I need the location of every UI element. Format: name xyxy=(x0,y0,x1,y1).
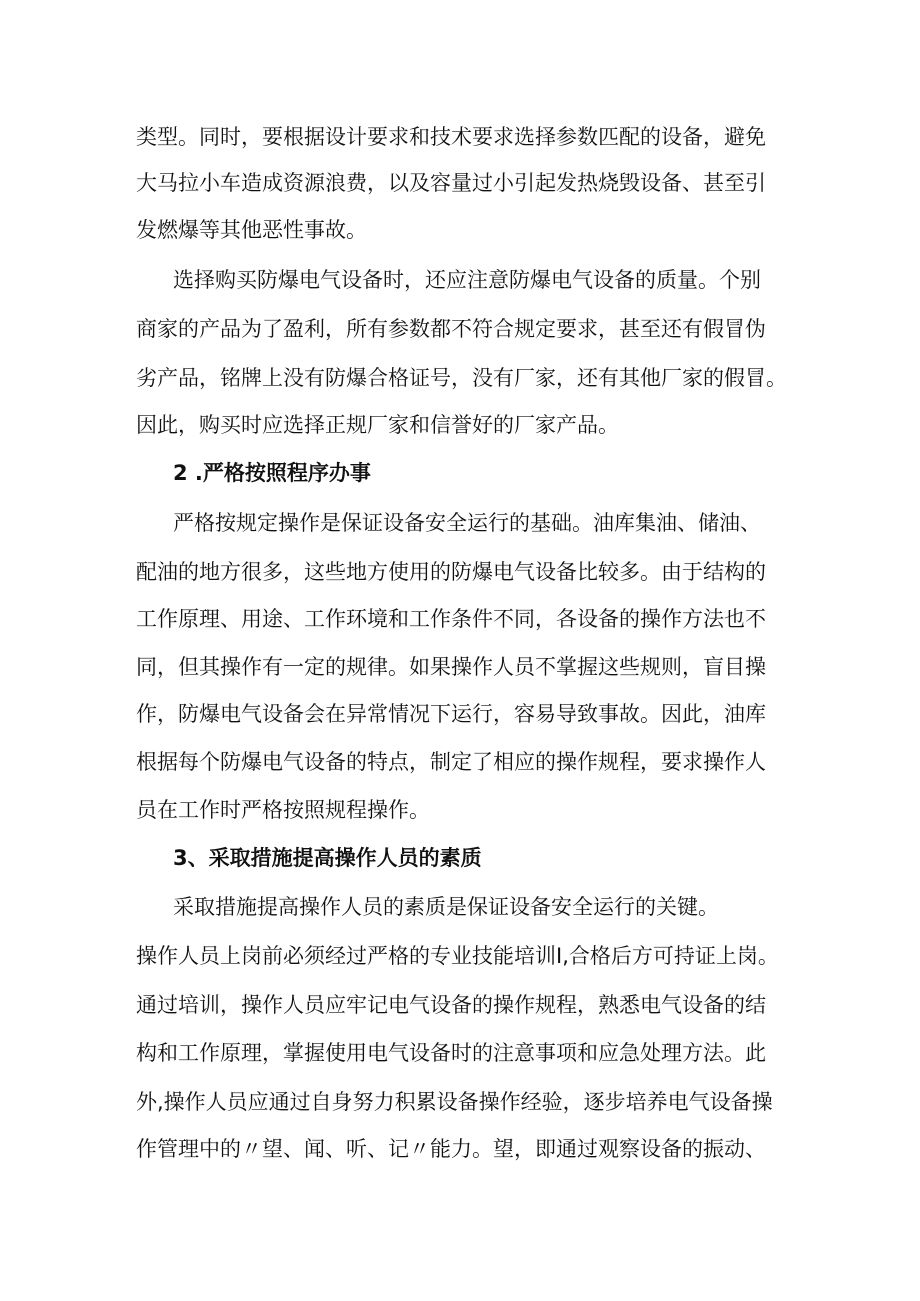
text-line: 选择购买防爆电气设备时，还应注意防爆电气设备的质量。个别 xyxy=(173,268,761,292)
text-line: 商家的产品为了盈利，所有参数都不符合规定要求，甚至还有假冒伪 xyxy=(136,317,766,341)
text-line: 配油的地方很多，这些地方使用的防爆电气设备比较多。由于结构的 xyxy=(136,560,766,584)
text-line: 操作人员上岗前必须经过严格的专业技能培训I,合格后方可持证上岗。 xyxy=(136,944,779,968)
text-line: 作，防爆电气设备会在异常情况下运行，容易导致事故。因此，油库 xyxy=(136,702,766,726)
text-line: 员在工作时严格按照规程操作。 xyxy=(136,798,430,822)
section-heading: 3、采取措施提高操作人员的素质 xyxy=(173,846,482,870)
text-line: 根据每个防爆电气设备的特点，制定了相应的操作规程，要求操作人 xyxy=(136,750,766,774)
text-line: 同，但其操作有一定的规律。如果操作人员不掌握这些规则，盲目操 xyxy=(136,655,766,679)
text-line: 外,操作人员应通过自身努力积累设备操作经验，逐步培养电气设备操 xyxy=(136,1090,773,1114)
text-line: 作管理中的〃望、闻、听、记〃能力。望，即通过观察设备的振动、 xyxy=(136,1137,766,1161)
text-line: 类型。同时，要根据设计要求和技术要求选择参数匹配的设备，避免 xyxy=(136,125,766,149)
text-line: 严格按规定操作是保证设备安全运行的基础。油库集油、储油、 xyxy=(173,511,761,535)
section-heading: 2 .严格按照程序办事 xyxy=(173,461,371,485)
text-line: 构和工作原理，掌握使用电气设备时的注意事项和应急处理方法。此 xyxy=(136,1041,766,1065)
text-line: 发燃爆等其他恶性事故。 xyxy=(136,218,367,242)
text-line: 通过培训，操作人员应牢记电气设备的操作规程，熟悉电气设备的结 xyxy=(136,993,766,1017)
text-line: 大马拉小车造成资源浪费，以及容量过小引起发热烧毁设备、甚至引 xyxy=(136,171,766,195)
text-line: 工作原理、用途、工作环境和工作条件不同，各设备的操作方法也不 xyxy=(136,607,766,631)
text-line: 劣产品，铭牌上没有防爆合格证号，没有厂家，还有其他厂家的假冒。 xyxy=(136,366,787,390)
text-line: 因此，购买时应选择正规厂家和信誉好的厂家产品。 xyxy=(136,413,619,437)
text-line: 采取措施提高操作人员的素质是保证设备安全运行的关键。 xyxy=(173,895,719,919)
